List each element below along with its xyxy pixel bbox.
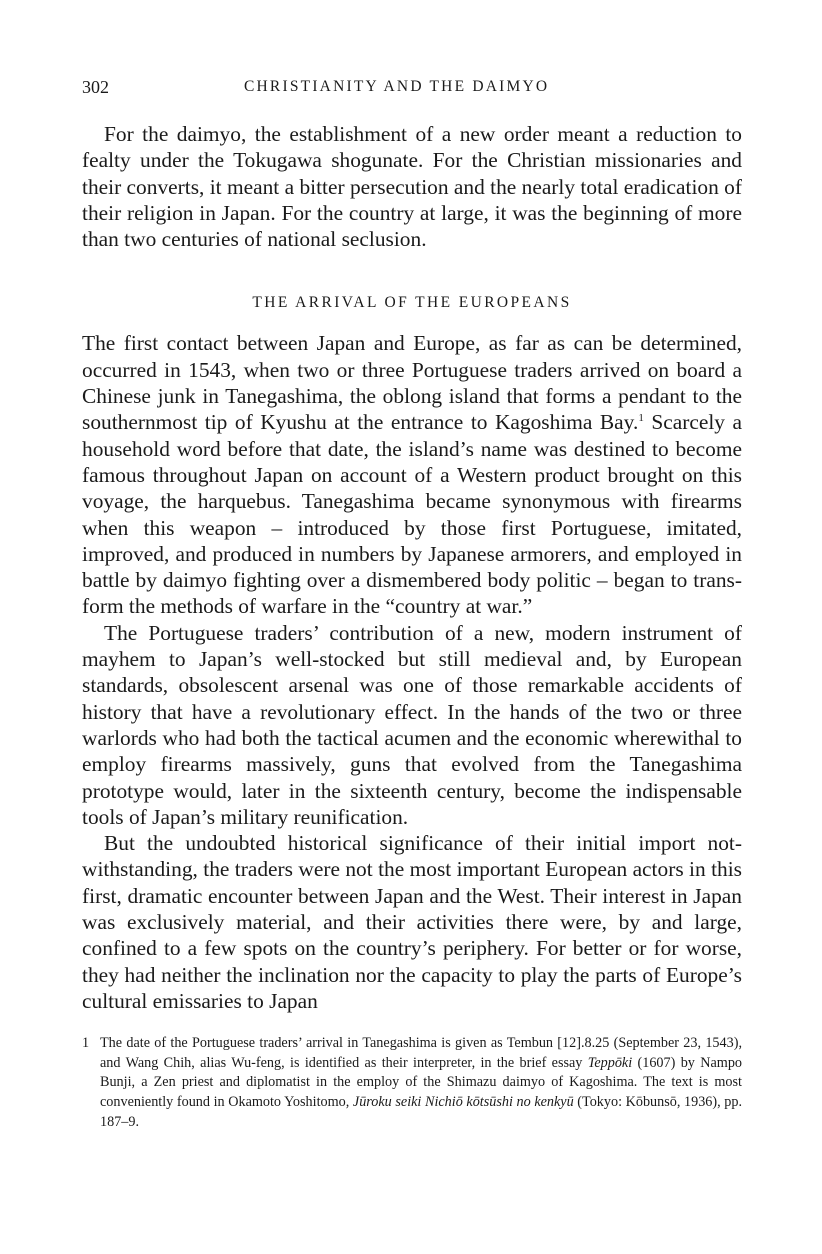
section-paragraph-2: The Portuguese traders’ contribution of a new, modern instrument of mayhem to Japan’s well-stocked but still medieval and, by European standards, obsolescent arsenal was one of those remarkable accidents of history that have a revolutionary effect. In the hands of the two or three warlords who had both the tactical acumen and the economic wherewithal to employ firearms massively, guns that evolved from the Tanegashima prototype would, later in the sixteenth century, become the indispensable tools of Japan’s military reunification. xyxy=(82,620,742,829)
running-title: CHRISTIANITY AND THE DAIMYO xyxy=(244,78,550,95)
footnote-text: (1607) by Nampo Bunji, a Zen priest and diplomatist in the employ of the Shimazu daimyo of Kagoshima. The text is most conveniently found in Okamoto Yoshitomo, xyxy=(100,1054,743,1110)
footnote xyxy=(82,1034,742,1132)
section-paragraph-3: But the undoubted historical significance of their initial import notwithstanding, the traders were not the most important European actors in this first, dramatic encounter between Japan and the West. Their interest in Japan was exclusively material, and their activities there were, by and large, confined to a few spots on the country’s periphery. For better or for worse, they had neither the inclination nor the capacity to play the parts of Europe’s cultural emissaries to Japan xyxy=(82,831,742,1013)
footnote-text: (Tokyo: Kōbunsō, 1936), pp. 187–9. xyxy=(100,1093,742,1130)
footnote-title: Jūroku seiki Nichiō kōtsūshi no kenkyū xyxy=(352,1093,574,1110)
footnote-title: Teppōki xyxy=(587,1054,633,1071)
footnote-reference: 1 xyxy=(638,412,644,425)
paragraph-text: The first contact between Japan and Europe, as far as can be determined, occurred in 1543, when two or three Portuguese traders arrived on board a Chinese junk in Tanegashima, the oblong island that forms a pendant to the southernmost tip of Kyushu at the entrance to Kagoshima Bay. xyxy=(82,331,742,435)
section-paragraph-1 xyxy=(82,330,742,619)
paragraph-text: Scarcely a household word before that date, the island’s name was destined to become famous throughout Japan on account of a Western product brought on this voyage, the harquebus. Tanegashima became synonymous with firearms when this weapon – introduced by those first Portuguese, imitated, improved, and produced in numbers by Japanese armorers, and employed in battle by daimyo fighting over a dismembered body politic – began to transform the methods of warfare in the “country at war.” xyxy=(82,410,743,619)
page-number: 302 xyxy=(82,77,109,97)
book-page xyxy=(82,72,742,1132)
footnote-marker: 1 xyxy=(82,1035,90,1052)
section-heading: THE ARRIVAL OF THE EUROPEANS xyxy=(252,294,572,312)
footnote-text: The date of the Portuguese traders’ arrival in Tanegashima is given as Tembun [12].8.25 (September 23, 1543), and Wang Chih, alias Wu-feng, is identified as their interpreter, in the brief essay xyxy=(100,1035,742,1071)
intro-paragraph: For the daimyo, the establishment of a new order meant a reduction to fealty under the Tokugawa shogunate. For the Christian missionaries and their converts, it meant a bitter persecution and the nearly total eradication of their religion in Japan. For the country at large, it was the beginning of more than two centuries of national seclusion. xyxy=(82,122,742,252)
running-head xyxy=(82,72,742,102)
